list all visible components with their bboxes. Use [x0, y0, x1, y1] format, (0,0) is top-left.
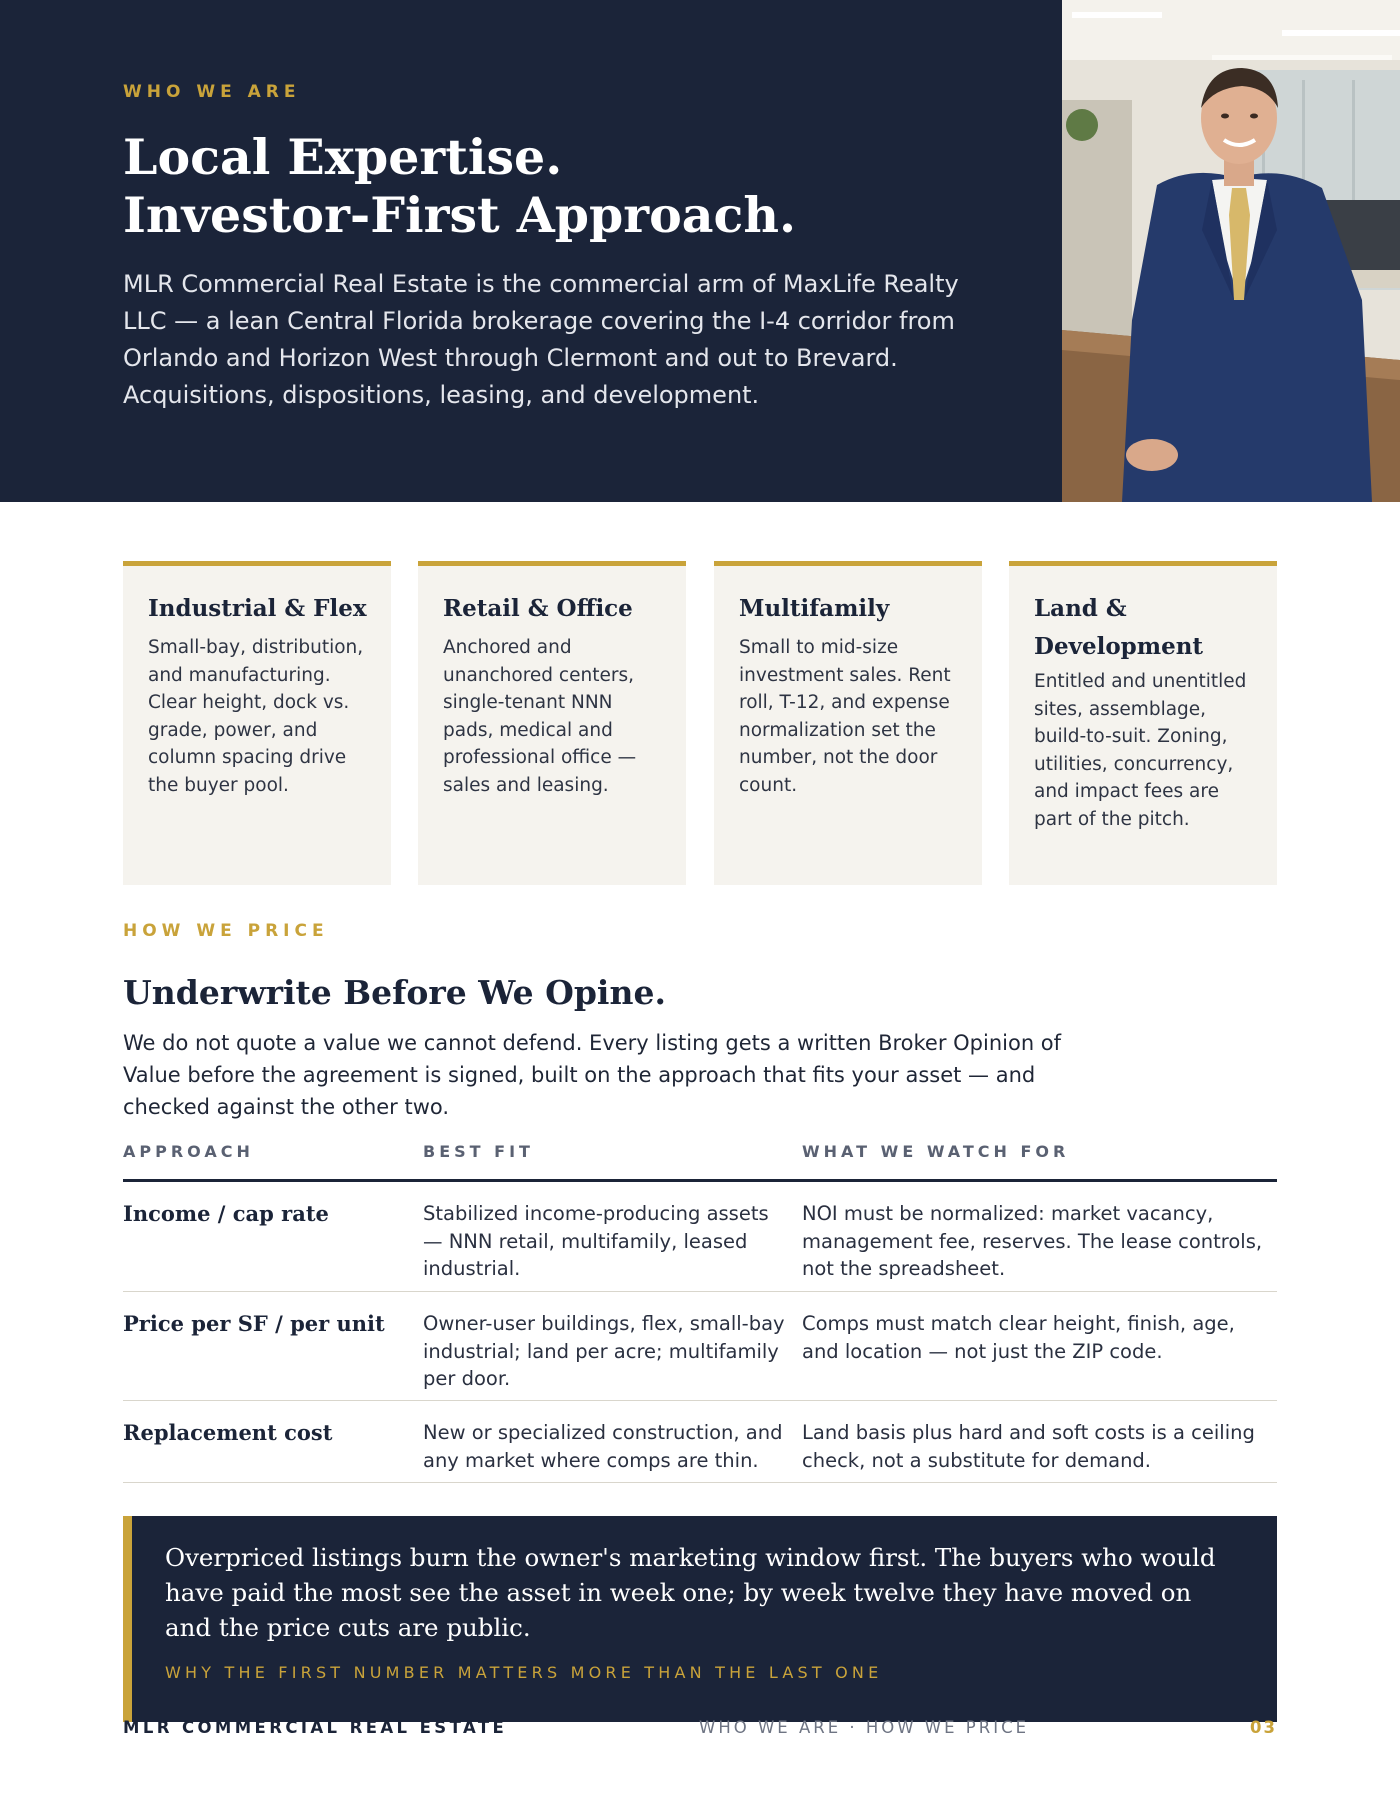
footer-section-label: WHO WE ARE · HOW WE PRICE [699, 1718, 1030, 1737]
hero-body: MLR Commercial Real Estate is the commercial arm of MaxLife Realty LLC — a lean Central Florida brokerage covering the I-4 corridor from Orlando and Horizon West through Clermont and out to Brevard. Acquisitions, dispositions, leasing, and development. [123, 270, 959, 409]
page-footer [123, 1718, 1277, 1742]
hero-title-line-1: Local Expertise. [123, 128, 563, 186]
column-header-best-fit: BEST FIT [423, 1142, 534, 1161]
column-header-approach: APPROACH [123, 1142, 254, 1161]
table-row [123, 1292, 1277, 1401]
card-industrial-flex [123, 561, 391, 885]
hero-text [123, 82, 983, 414]
card-title: Multifamily [739, 595, 890, 622]
hero-title [123, 128, 983, 244]
quote-caption: WHY THE FIRST NUMBER MATTERS MORE THAN THE LAST ONE [165, 1663, 883, 1682]
pricing-table [123, 1138, 1277, 1483]
best-fit-cell: Stabilized income-producing assets — NNN retail, multifamily, leased industrial. [423, 1202, 769, 1280]
property-type-cards [123, 561, 1277, 885]
watch-for-cell: NOI must be normalized: market vacancy, management fee, reserves. The lease controls, not the spreadsheet. [802, 1202, 1263, 1280]
card-body: Entitled and unentitled sites, assemblage, build-to-suit. Zoning, utilities, concurrency, and impact fees are part of the pitch. [1034, 671, 1247, 830]
page-number: 03 [1250, 1718, 1277, 1737]
pricing-body: We do not quote a value we cannot defend. Every listing gets a written Broker Opinion of Value before the agreement is signed, built on the approach that fits your asset — and checked against the other two. [123, 1031, 1062, 1119]
watch-for-cell: Comps must match clear height, finish, age, and location — not just the ZIP code. [802, 1312, 1235, 1363]
approach-cell: Income / cap rate [123, 1201, 329, 1226]
column-header-watch-for: WHAT WE WATCH FOR [802, 1142, 1070, 1161]
card-land-development [1009, 561, 1277, 885]
approach-cell: Replacement cost [123, 1420, 333, 1445]
best-fit-cell: New or specialized construction, and any market where comps are thin. [423, 1421, 783, 1472]
card-retail-office [418, 561, 686, 885]
watch-for-cell: Land basis plus hard and soft costs is a ceiling check, not a substitute for demand. [802, 1421, 1255, 1472]
card-title: Retail & Office [443, 595, 633, 622]
pricing-title: Underwrite Before We Opine. [123, 973, 666, 1012]
best-fit-cell: Owner-user buildings, flex, small-bay industrial; land per acre; multifamily per door. [423, 1312, 785, 1390]
table-header [123, 1138, 1277, 1182]
broker-portrait-photo [1062, 0, 1400, 502]
pricing-section [123, 921, 1277, 1123]
card-multifamily [714, 561, 982, 885]
quote-text: Overpriced listings burn the owner's marketing window first. The buyers who would have paid the most see the asset in week one; by week twelve they have moved on and the price cuts are public. [165, 1543, 1216, 1642]
card-body: Small-bay, distribution, and manufacturing. Clear height, dock vs. grade, power, and column spacing drive the buyer pool. [148, 637, 364, 796]
approach-cell: Price per SF / per unit [123, 1311, 385, 1336]
section-eyebrow: HOW WE PRICE [123, 921, 329, 941]
footer-brand: MLR COMMERCIAL REAL ESTATE [123, 1718, 508, 1737]
card-title: Land & Development [1034, 595, 1204, 660]
table-row [123, 1401, 1277, 1483]
table-row [123, 1182, 1277, 1292]
pull-quote [123, 1516, 1277, 1722]
section-eyebrow: WHO WE ARE [123, 82, 301, 102]
card-body: Anchored and unanchored centers, single-tenant NNN pads, medical and professional office — sales and leasing. [443, 637, 637, 796]
hero-section [0, 0, 1400, 502]
hero-title-line-2: Investor-First Approach. [123, 186, 797, 244]
card-title: Industrial & Flex [148, 595, 367, 622]
card-body: Small to mid-size investment sales. Rent roll, T-12, and expense normalization set the number, not the door count. [739, 637, 951, 796]
